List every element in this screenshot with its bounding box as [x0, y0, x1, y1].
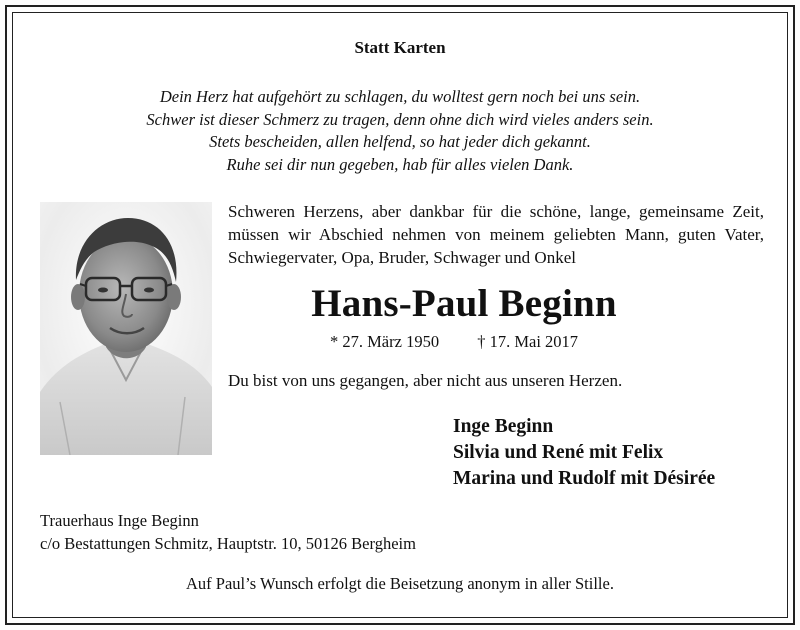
intro-text: Schweren Herzens, aber dankbar für die schöne, lange, gemeinsame Zeit, müssen wir Abschied nehmen von meinem geliebten Mann, guten Vater, Schwiegervater, Opa, Bruder, Schwager und Onkel: [228, 202, 764, 267]
family-member: Inge Beginn: [453, 416, 554, 437]
address-line: c/o Bestattungen Schmitz, Hauptstr. 10, 50126 Bergheim: [40, 534, 416, 553]
verse-line: Ruhe sei dir nun gegeben, hab für alles vielen Dank.: [226, 154, 574, 174]
burial-note: Auf Paul’s Wunsch erfolgt die Beisetzung anonym in aller Stille.: [186, 574, 614, 593]
closing-line: Du bist von uns gegangen, aber nicht aus unseren Herzen.: [228, 371, 623, 390]
mourning-address: [40, 509, 416, 555]
birth-date: * 27. März 1950: [330, 332, 440, 351]
verse-line: Dein Herz hat aufgehört zu schlagen, du wolltest gern noch bei uns sein.: [159, 87, 641, 106]
life-dates: [330, 332, 578, 352]
verse-line: Stets bescheiden, allen helfend, so hat jeder dich gekannt.: [209, 132, 591, 151]
address-line: Trauerhaus Inge Beginn: [40, 511, 199, 530]
family-member: Marina und Rudolf mit Désirée: [453, 468, 716, 489]
family-member: Silvia und René mit Felix: [453, 442, 664, 463]
heading: Statt Karten: [354, 38, 446, 57]
portrait-illustration: [40, 202, 212, 455]
deceased-name: Hans-Paul Beginn: [311, 282, 617, 325]
verse-line: Schwer ist dieser Schmerz zu tragen, denn ohne dich wird vieles anders sein.: [146, 109, 654, 129]
portrait-photo: [40, 202, 212, 455]
verse: [0, 86, 800, 176]
death-date: † 17. Mai 2017: [477, 332, 579, 351]
family-signatures: [453, 414, 715, 492]
